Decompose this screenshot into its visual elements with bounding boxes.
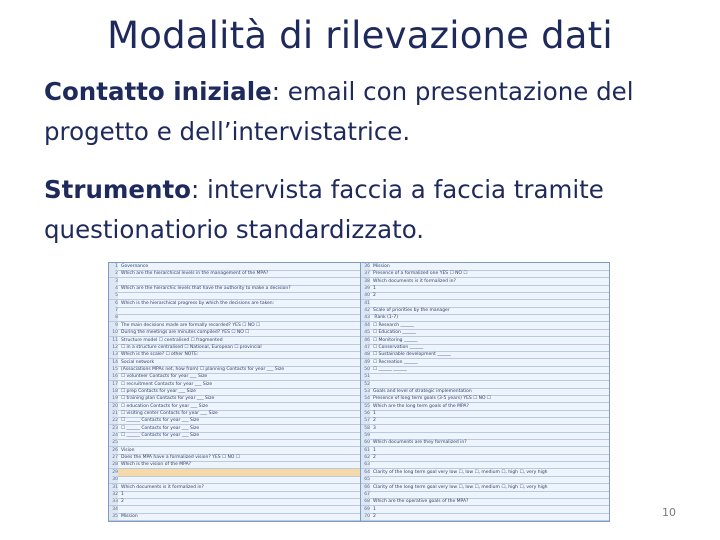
row-number: 61 [361, 447, 370, 454]
row-text: ☐ education Contacts for year ___ Size [121, 403, 209, 409]
row-text: Which documents is it formalized in? [121, 484, 204, 490]
row-number: 21 [109, 410, 118, 417]
row-text: Which are the hierarchical levels in the management of the MPA? [121, 271, 269, 277]
row-text: ☐ Sustainable development ______ [373, 352, 451, 358]
row-number: 51 [361, 373, 370, 380]
row-text: 1 [121, 491, 124, 497]
row-text: ☐ visiting center Contacts for year ___ Size [121, 411, 218, 416]
row-text: Does the MPA have a formalized vision? YES ☐ NO ☐ [121, 455, 240, 461]
row-text: 2 [373, 455, 376, 461]
row-number: 42 [361, 307, 370, 314]
row-text: Which is the vision of the MPA? [121, 462, 192, 468]
contact-label: Contatto iniziale [44, 77, 272, 106]
contact-text: : email con presentazione del progetto e dell’intervistatrice. [44, 77, 634, 146]
row-number: 69 [361, 506, 370, 513]
row-number: 34 [109, 506, 118, 513]
page-number: 10 [662, 506, 676, 519]
row-number: 13 [109, 351, 118, 358]
row-text: ☐ prep Contacts for year ___ Size [121, 388, 196, 394]
row-number: 14 [109, 359, 118, 366]
row-number: 28 [109, 461, 118, 468]
row-number: 53 [361, 388, 370, 395]
row-text: Clarity of the long term goal very low ☐, low ☐, medium ☐, high ☐, very high [373, 469, 548, 475]
row-number: 8 [109, 314, 118, 321]
row-number: 19 [109, 395, 118, 402]
row-text: Which is the scale? ☐ other NOTE: [121, 352, 199, 358]
row-number: 50 [361, 366, 370, 373]
row-number: 10 [109, 329, 118, 336]
row-number: 63 [361, 461, 370, 468]
row-text: (Associations MPAs net, how from) ☐ planning Contacts for year ___ Size [121, 366, 285, 372]
row-text: Mission [373, 264, 390, 269]
row-text: ☐ recruitment Contacts for year ___ Size [121, 381, 213, 387]
questionnaire-sheet-right [360, 262, 610, 522]
row-number: 70 [361, 513, 370, 520]
row-number: 65 [361, 476, 370, 483]
row-text: ☐ Conservation ______ [373, 344, 424, 350]
row-text: ☐ ______ Contacts for year ___ Size [121, 433, 200, 439]
row-number: 26 [109, 447, 118, 454]
row-number: 32 [109, 491, 118, 498]
sheet-row [361, 513, 609, 521]
slide-title: Modalità di rilevazione dati [107, 14, 613, 57]
row-number: 59 [361, 432, 370, 439]
row-text: 1 [373, 506, 376, 512]
row-number: 16 [109, 373, 118, 380]
row-number: 29 [109, 469, 118, 476]
row-text: ☐ Recreation ______ [373, 359, 418, 365]
row-number: 3 [109, 278, 118, 285]
row-text: Which documents are they formalized in? [373, 440, 467, 446]
row-text: 2 [373, 513, 376, 519]
row-text: 2 [373, 293, 376, 299]
row-text: The main decisions made are formally recorded? YES ☐ NO ☐ [121, 322, 261, 328]
questionnaire-sheet-left [108, 262, 362, 522]
row-text: ☐ Research ______ [373, 322, 415, 328]
row-text: Presence of a formalized one YES ☐ NO ☐ [373, 271, 468, 277]
row-text: Scale of priorities by the manager [373, 308, 450, 314]
row-text: 1 [373, 447, 376, 453]
row-text: 2 [373, 418, 376, 424]
row-text: Presence of long term goals (3-5 years) YES ☐ NO ☐ [373, 396, 492, 402]
row-number: 39 [361, 285, 370, 292]
row-number: 20 [109, 403, 118, 410]
row-number: 40 [361, 292, 370, 299]
row-text: Which are the operative goals of the MPA? [373, 499, 469, 505]
row-text: Vision [121, 447, 135, 453]
row-number: 24 [109, 432, 118, 439]
row-number: 44 [361, 322, 370, 329]
row-text: Goals and level of strategic implementation [373, 388, 472, 394]
row-number: 45 [361, 329, 370, 336]
row-text: ☐ in a structure centralised ☐ National, European ☐ provincial [121, 344, 262, 350]
row-text: Which documents is it formalized in? [373, 278, 456, 284]
row-number: 47 [361, 344, 370, 351]
row-number: 2 [109, 270, 118, 277]
row-number: 66 [361, 484, 370, 491]
row-text: ☐ ______ Contacts for year ___ Size [121, 418, 200, 424]
row-text: Structure model ☐ centralised ☐ fragmented [121, 337, 223, 343]
row-number: 31 [109, 484, 118, 491]
row-text: 2 [121, 499, 124, 505]
row-text: Social network [121, 359, 155, 365]
row-text: During the meetings are minutes compiled? YES ☐ NO ☐ [121, 330, 250, 336]
row-number: 27 [109, 454, 118, 461]
row-number: 33 [109, 498, 118, 505]
row-number: 11 [109, 337, 118, 344]
row-text: Which are the long term goals of the MPA? [373, 403, 469, 409]
row-number: 5 [109, 292, 118, 299]
row-text: Which are the hierarchic levels that have the authority to make a decision? [121, 286, 291, 292]
row-number: 4 [109, 285, 118, 292]
row-number: 41 [361, 300, 370, 307]
row-text: ☐ ______ Contacts for year ___ Size [121, 425, 200, 431]
row-text: ☐ volunteer Contacts for year ___ Size [121, 374, 208, 380]
row-text: Clarity of the long term goal very low ☐, low ☐, medium ☐, high ☐, very high [373, 484, 548, 490]
instrument-text: : intervista faccia a faccia tramite questionatiorio standardizzato. [44, 175, 604, 244]
row-text: ☐ training plan Contacts for year ___ Size [121, 396, 215, 402]
row-number: 55 [361, 403, 370, 410]
row-text: Which is the hierarchical progress by which the decisions are taken: [121, 300, 275, 306]
row-number: 22 [109, 417, 118, 424]
row-number: 7 [109, 307, 118, 314]
row-number: 56 [361, 410, 370, 417]
row-number: 15 [109, 366, 118, 373]
row-number: 12 [109, 344, 118, 351]
instrument-label: Strumento [44, 175, 192, 204]
contact-paragraph [44, 72, 694, 152]
row-number: 54 [361, 395, 370, 402]
row-number: 62 [361, 454, 370, 461]
row-number: 35 [109, 513, 118, 520]
row-text: ☐ Monitoring ______ [373, 337, 418, 343]
row-text: 1 [373, 411, 376, 416]
row-number: 67 [361, 491, 370, 498]
row-number: 58 [361, 425, 370, 432]
row-number: 1 [109, 263, 118, 270]
row-text: Rank (1-7) [373, 315, 398, 321]
row-number: 57 [361, 417, 370, 424]
row-number: 9 [109, 322, 118, 329]
row-text: 1 [373, 286, 376, 292]
instrument-paragraph [44, 170, 694, 250]
row-number: 48 [361, 351, 370, 358]
row-number: 38 [361, 278, 370, 285]
row-number: 17 [109, 381, 118, 388]
row-number: 36 [361, 263, 370, 270]
row-number: 30 [109, 476, 118, 483]
row-number: 64 [361, 469, 370, 476]
row-number: 68 [361, 498, 370, 505]
row-number: 60 [361, 439, 370, 446]
row-text: ☐ ______ ______ [373, 366, 407, 372]
row-number: 46 [361, 337, 370, 344]
row-number: 6 [109, 300, 118, 307]
row-number: 52 [361, 381, 370, 388]
row-text: Governance [121, 264, 149, 269]
row-number: 23 [109, 425, 118, 432]
row-number: 49 [361, 359, 370, 366]
row-text: ☐ Education ______ [373, 330, 416, 336]
row-number: 37 [361, 270, 370, 277]
row-number: 43 [361, 314, 370, 321]
row-text: Mission [121, 513, 138, 519]
row-text: 3 [373, 425, 376, 431]
row-number: 25 [109, 439, 118, 446]
row-number: 18 [109, 388, 118, 395]
sheet-row [109, 513, 361, 521]
